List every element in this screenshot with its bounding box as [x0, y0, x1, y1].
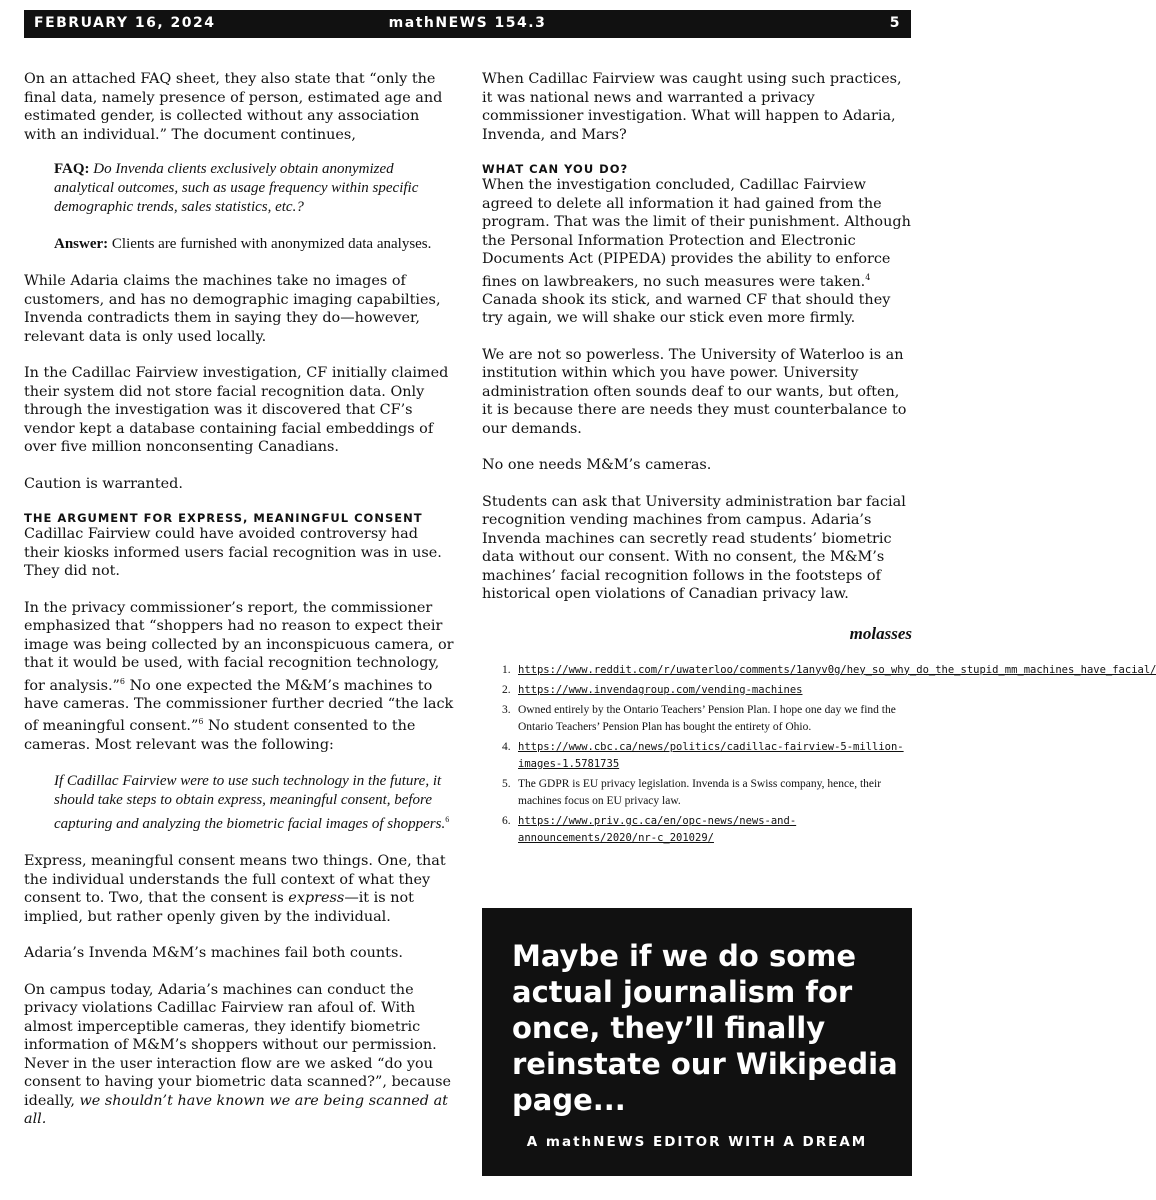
paragraph: In the privacy commissioner’s report, the commissioner emphasized that “shoppers had no reason to expect their image was being collected by an inconspicuous camera, or that it would be used, with facial recognition technology, for analysis.”$^6$ No one expected the M&M’s machines to have cameras. The commissioner further decried “the lack of meaningful consent.”$^6$ No student consented to the cameras. Most relevant was the following:	[24, 599, 454, 753]
paragraph: When Cadillac Fairview was caught using such practices, it was national news and warranted a privacy commissioner investigation. What will happen to Adaria, Invenda, and Mars?	[482, 71, 902, 143]
reference-link[interactable]: https://www.invendagroup.com/vending-machines	[518, 683, 803, 696]
commissioner-quote: If Cadillac Fairview were to use such technology in the future, it should take steps to obtain express, meaningful consent, before capturing and analyzing the biometric facial images of shoppers.$^6$	[54, 773, 450, 833]
paragraph: Students can ask that University administration bar facial recognition vending machines from campus. Adaria’s Invenda machines can secretly read students’ biometric data without our consent. With no consent, the M&M’s machines’ facial recognition follows in the footsteps of historical open violations of Canadian privacy law.	[482, 493, 906, 603]
page-number: 5	[889, 15, 901, 31]
reference-link[interactable]: https://www.cbc.ca/news/politics/cadillac-fairview-5-million-images-1.5781735	[518, 740, 904, 770]
faq-text: Do Invenda clients exclusively obtain anonymized analytical outcomes, such as usage frequency within specific demographic trends, sales statistics, etc.?	[54, 161, 419, 215]
reference-text: Owned entirely by the Ontario Teachers’ Pension Plan. I hope one day we find the Ontario Teachers’ Pension Plan has bought the entirety of Ohio.	[518, 703, 896, 733]
publication-issue: mathNEWS 154.3	[388, 15, 547, 31]
issue-date: FEBRUARY 16, 2024	[34, 15, 216, 31]
reference-link[interactable]: https://www.reddit.com/r/uwaterloo/comments/1anyv0g/hey_so_why_do_the_stupid_mm_machines_have_facial/	[518, 663, 1156, 676]
section-heading: THE ARGUMENT FOR EXPRESS, MEANINGFUL CONSENT	[24, 511, 423, 525]
paragraph: Cadillac Fairview could have avoided controversy had their kiosks informed users facial recognition was in use. They did not.	[24, 526, 442, 579]
faq-quote	[54, 160, 454, 217]
left-column	[24, 70, 454, 1129]
paragraph: On campus today, Adaria’s machines can conduct the privacy violations Cadillac Fairview ran afoul of. With almost imperceptible cameras, they identify biometric information of M&M’s shoppers without our permission. Never in the user interaction flow are we asked “do you consent to having your biometric data scanned?”, because ideally, we shouldn’t have known we are being scanned at all.	[24, 981, 452, 1128]
reference-item[interactable]: 1. https://www.reddit.com/r/uwaterloo/comments/1anyv0g/hey_so_why_do_the_stupid_mm_machines_have_facial/	[502, 663, 1156, 676]
promo-byline: A mathNEWS EDITOR WITH A DREAM	[526, 1134, 868, 1150]
reference-item: 3. Owned entirely by the Ontario Teachers’ Pension Plan. I hope one day we find the Ontario Teachers’ Pension Plan has bought the entirety of Ohio.	[502, 703, 896, 733]
editor-promo-box	[482, 908, 912, 1176]
paragraph: On an attached FAQ sheet, they also state that “only the final data, namely presence of person, estimated age and estimated gender, is collected without any association with an individual.” The document continues,	[24, 71, 443, 143]
answer-quote	[54, 235, 454, 254]
paragraph: Adaria’s Invenda M&M’s machines fail both counts.	[24, 945, 403, 962]
answer-text: Clients are furnished with anonymized data analyses.	[111, 236, 432, 252]
reference-item[interactable]: 6. https://www.priv.gc.ca/en/opc-news/news-and-announcements/2020/nr-c_201029/	[502, 814, 797, 844]
reference-text: The GDPR is EU privacy legislation. Invenda is a Swiss company, hence, their machines focus on EU privacy law.	[518, 777, 882, 807]
paragraph: While Adaria claims the machines take no images of customers, and has no demographic imaging capabilties, Invenda contradicts them in saying they do—however, relevant data is only used locally.	[24, 273, 441, 345]
paragraph: In the Cadillac Fairview investigation, CF initially claimed their system did not store facial recognition data. Only through the investigation was it discovered that CF’s vendor kept a database containing facial embeddings of over five million nonconsenting Canadians.	[24, 365, 449, 455]
reference-link[interactable]: https://www.priv.gc.ca/en/opc-news/news-and-announcements/2020/nr-c_201029/	[518, 814, 797, 844]
paragraph: No one needs M&M’s cameras.	[482, 457, 712, 474]
page-header	[24, 10, 911, 38]
reference-item: 5. The GDPR is EU privacy legislation. Invenda is a Swiss company, hence, their machines focus on EU privacy law.	[502, 777, 882, 807]
author-signature: molasses	[849, 623, 912, 643]
faq-label: FAQ:	[54, 161, 90, 177]
paragraph: Caution is warranted.	[24, 475, 183, 492]
paragraph: When the investigation concluded, Cadillac Fairview agreed to delete all information it had gained from the program. That was the limit of their punishment. Although the Personal Information Protection and Electronic Documents Act (PIPEDA) provides the ability to enforce fines on lawbreakers, no such measures were taken.$^4$ Canada shook its stick, and warned CF that should they try again, we will shake our stick even more firmly.	[482, 177, 911, 327]
references-list	[502, 662, 1156, 847]
section-heading: WHAT CAN YOU DO?	[482, 162, 629, 176]
reference-item[interactable]: 4. https://www.cbc.ca/news/politics/cadillac-fairview-5-million-images-1.5781735	[502, 740, 904, 770]
paragraph: We are not so powerless. The University of Waterloo is an institution within which you have power. University administration often sounds deaf to our wants, but often, it is because there are needs they must counterbalance to our demands.	[482, 346, 907, 437]
promo-text: Maybe if we do some actual journalism for once, they’ll finally reinstate our Wikipedia page...	[512, 939, 898, 1117]
answer-label: Answer:	[54, 236, 109, 252]
right-column	[482, 70, 1156, 850]
paragraph: Express, meaningful consent means two things. One, that the individual understands the full context of what they consent to. Two, that the consent is express—it is not implied, but rather openly given by the individual.	[24, 853, 446, 925]
reference-item[interactable]: 2. https://www.invendagroup.com/vending-machines	[502, 683, 803, 696]
